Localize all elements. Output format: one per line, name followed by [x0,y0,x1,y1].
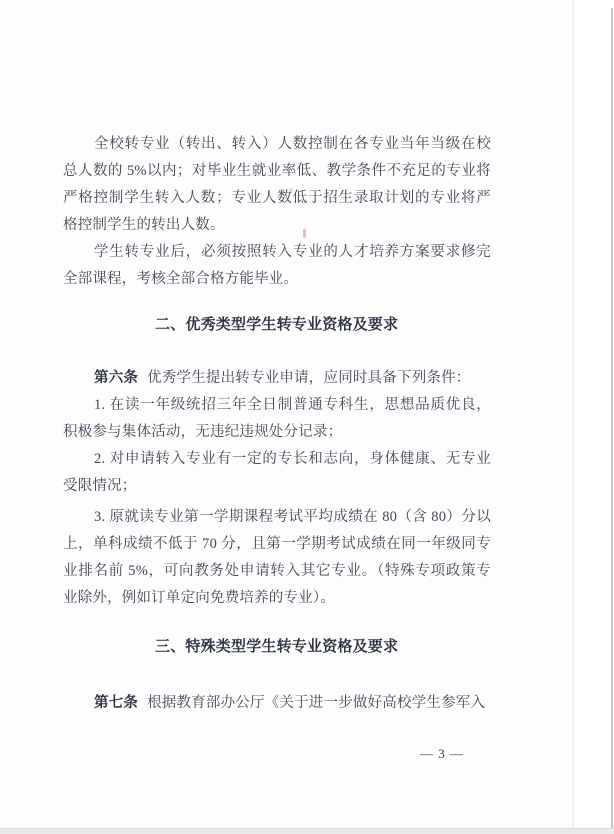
section-heading-excellent-students: 二、优秀类型学生转专业资格及要求 [155,317,399,333]
condition-2-line: 受限情况； [63,478,137,494]
article-7-label: 第七条 [94,695,139,711]
paragraph-training-plan [63,239,491,293]
scan-right-edge [611,8,613,834]
page-number: — 3 — [420,746,464,761]
page-content [63,0,491,767]
section-heading-special-students: 三、特殊类型学生转专业资格及要求 [155,639,399,655]
text-line: 格控制学生的转出人数。 [63,217,225,233]
text-line: 总人数的 5%以内；对毕业生就业率低、教学条件不充足的专业将 [63,163,491,179]
text-line: 全部课程，考核全部合格方能毕业。 [63,271,299,287]
condition-1-line: 积极参与集体活动，无违纪违规处分记录； [63,424,343,440]
article-7 [63,690,491,717]
article-6-text: 优秀学生提出转专业申请，应同时具备下列条件： [147,370,471,386]
condition-3-line: 上，单科成绩不低于 70 分，且第一学期考试成绩在同一年级同专 [63,536,491,552]
text-line: 学生转专业后，必须按照转入专业的人才培养方案要求修完 [94,244,491,260]
article-7-text: 根据教育部办公厅《关于进一步做好高校学生参军入 [147,695,486,711]
scan-crease-line [572,0,574,834]
article-6-label: 第六条 [94,370,139,386]
scan-bottom-edge [0,828,614,834]
condition-3-line: 3. 原就读专业第一学期课程考试平均成绩在 80（含 80）分以 [94,509,491,525]
condition-1-line: 1. 在读一年级统招三年全日制普通专科生，思想品质优良， [94,397,491,413]
text-line: 全校转专业（转出、转入）人数控制在各专业当年当级在校 [94,136,491,152]
condition-2-line: 2. 对申请转入专业有一定的专长和志向，身体健康、无专业 [94,451,491,467]
condition-3-line: 业除外，例如订单定向免费培养的专业）。 [63,590,336,606]
text-line: 严格控制学生转入人数；专业人数低于招生录取计划的专业将严 [63,190,491,206]
article-6-conditions [63,392,491,612]
paragraph-transfer-quota [63,131,491,239]
article-6 [63,365,491,392]
condition-3-line: 业排名前 5%，可向教务处申请转入其它专业。（特殊专项政策专 [63,563,491,579]
condition-3 [63,504,491,612]
scan-right-lighter-strip [574,0,614,834]
